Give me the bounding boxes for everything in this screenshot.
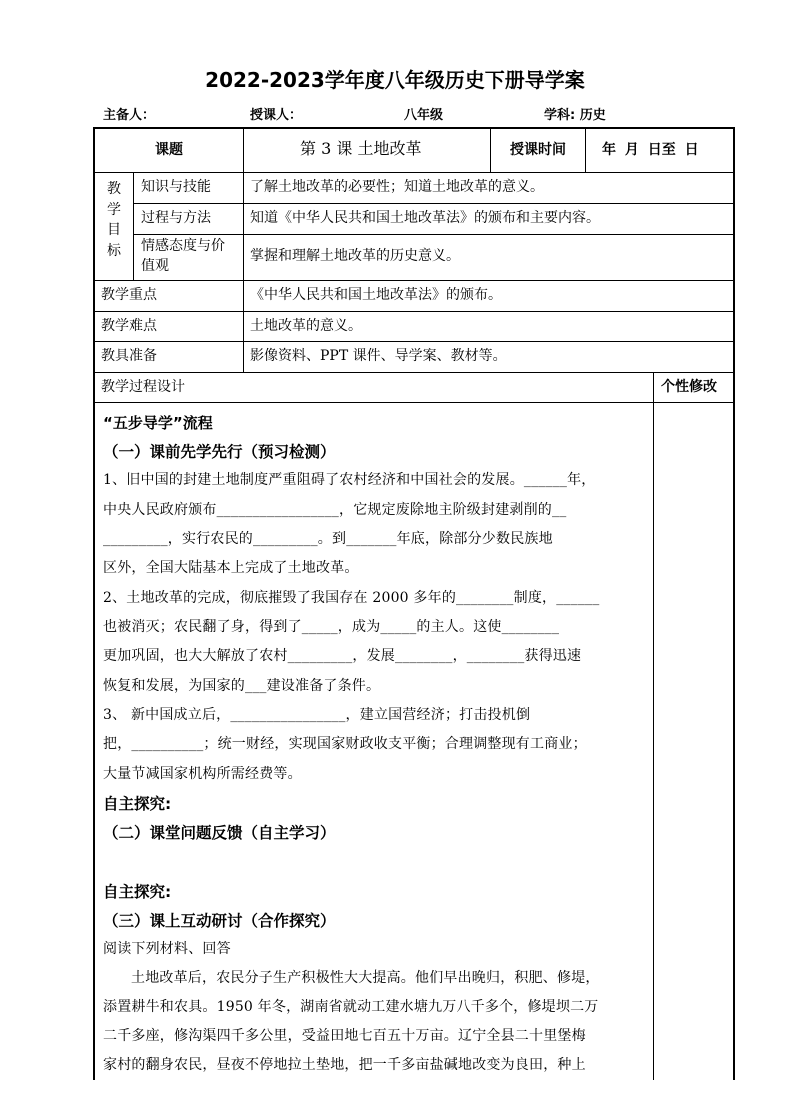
material-line-3: 二千多座，修沟渠四千多公里，受益田地七百五十万亩。辽宁全县二十里堡梅 bbox=[103, 1028, 586, 1044]
objective-label-emotion-line1: 情感态度与价 bbox=[141, 238, 225, 254]
section-discussion: （三）课上互动研讨（合作探究） bbox=[103, 912, 336, 930]
topic-value: 第 3 课 土地改革 bbox=[300, 139, 422, 158]
material-line-1: 土地改革后，农民分子生产积极性大大提高。他们早出晚归，积肥、修堤， bbox=[131, 970, 600, 986]
subject-label: 学科: 历史 bbox=[544, 108, 606, 123]
self-study-heading-1: 自主探究: bbox=[103, 795, 172, 813]
preview-line-2: 中央人民政府颁布_________________，它规定废除地主阶级封建剥削的__ bbox=[103, 502, 567, 518]
materials-value: 影像资料、PPT 课件、导学案、教材等。 bbox=[250, 348, 507, 364]
preview-line-1: 1、旧中国的封建土地制度严重阻碍了农村经济和中国社会的发展。______年， bbox=[103, 472, 596, 488]
read-prompt: 阅读下列材料、回答 bbox=[103, 941, 231, 957]
section-feedback: （二）课堂问题反馈（自主学习） bbox=[103, 824, 336, 842]
self-study-heading-2: 自主探究: bbox=[103, 883, 172, 901]
material-line-2: 添置耕牛和农具。1950 年冬，湖南省就动工建水塘九万八千多个，修堤坝二万 bbox=[103, 999, 599, 1015]
section-preview: （一）课前先学先行（预习检测） bbox=[103, 443, 336, 461]
preview-line-3: _________，实行农民的_________。到_______年底，除部分少数民族地 bbox=[103, 531, 553, 547]
key-point-label: 教学重点 bbox=[101, 287, 157, 303]
key-point-value: 《中华人民共和国土地改革法》的颁布。 bbox=[250, 287, 502, 303]
preview-line-11: 大量节减国家机构所需经费等。 bbox=[103, 766, 302, 782]
time-label: 授课时间 bbox=[510, 142, 566, 158]
flow-title: “五步导学”流程 bbox=[103, 414, 213, 432]
teacher-label: 授课人： bbox=[250, 108, 303, 123]
difficulty-value: 土地改革的意义。 bbox=[250, 318, 362, 334]
preview-line-9: 3、 新中国成立后，________________，建立国营经济；打击投机倒 bbox=[103, 707, 531, 723]
preview-line-4: 区外，全国大陆基本上完成了土地改革。 bbox=[103, 560, 359, 576]
preview-line-10: 把，__________；统一财经，实现国家财政收支平衡；合理调整现有工商业； bbox=[103, 736, 587, 752]
objective-value-emotion: 掌握和理解土地改革的历史意义。 bbox=[250, 248, 460, 264]
preview-line-6: 也被消灭；农民翻了身，得到了_____，成为_____的主人。这使________ bbox=[103, 619, 560, 635]
preview-line-7: 更加巩固，也大大解放了农村_________，发展________，________获得迅速 bbox=[103, 648, 582, 664]
page-title: 2022-2023学年度八年级历史下册导学案 bbox=[205, 68, 585, 92]
preview-line-8: 恢复和发展，为国家的___建设准备了条件。 bbox=[103, 678, 381, 694]
personal-edit-label: 个性修改 bbox=[661, 379, 717, 395]
objective-value-process: 知道《中华人民共和国土地改革法》的颁布和主要内容。 bbox=[250, 210, 600, 226]
preparer-label: 主备人： bbox=[103, 108, 156, 123]
grade-label: 八年级 bbox=[404, 108, 444, 123]
topic-label: 课题 bbox=[155, 142, 183, 158]
materials-label: 教具准备 bbox=[101, 348, 157, 364]
time-value: 年 月 日至 日 bbox=[602, 142, 699, 158]
objective-label-process: 过程与方法 bbox=[141, 210, 211, 226]
process-label: 教学过程设计 bbox=[101, 379, 185, 395]
material-line-4: 家村的翻身农民，昼夜不停地拉土垫地，把一千多亩盐碱地改变为良田，种上 bbox=[103, 1057, 586, 1073]
objective-value-knowledge: 了解土地改革的必要性；知道土地改革的意义。 bbox=[250, 179, 544, 195]
objective-label-emotion-line2: 值观 bbox=[141, 258, 169, 274]
objective-label-knowledge: 知识与技能 bbox=[141, 179, 211, 195]
preview-line-5: 2、土地改革的完成，彻底摧毁了我国存在 2000 多年的________制度，______ bbox=[103, 590, 600, 606]
difficulty-label: 教学难点 bbox=[101, 318, 157, 334]
objectives-group-label: 教 学 目 标 bbox=[107, 181, 121, 259]
